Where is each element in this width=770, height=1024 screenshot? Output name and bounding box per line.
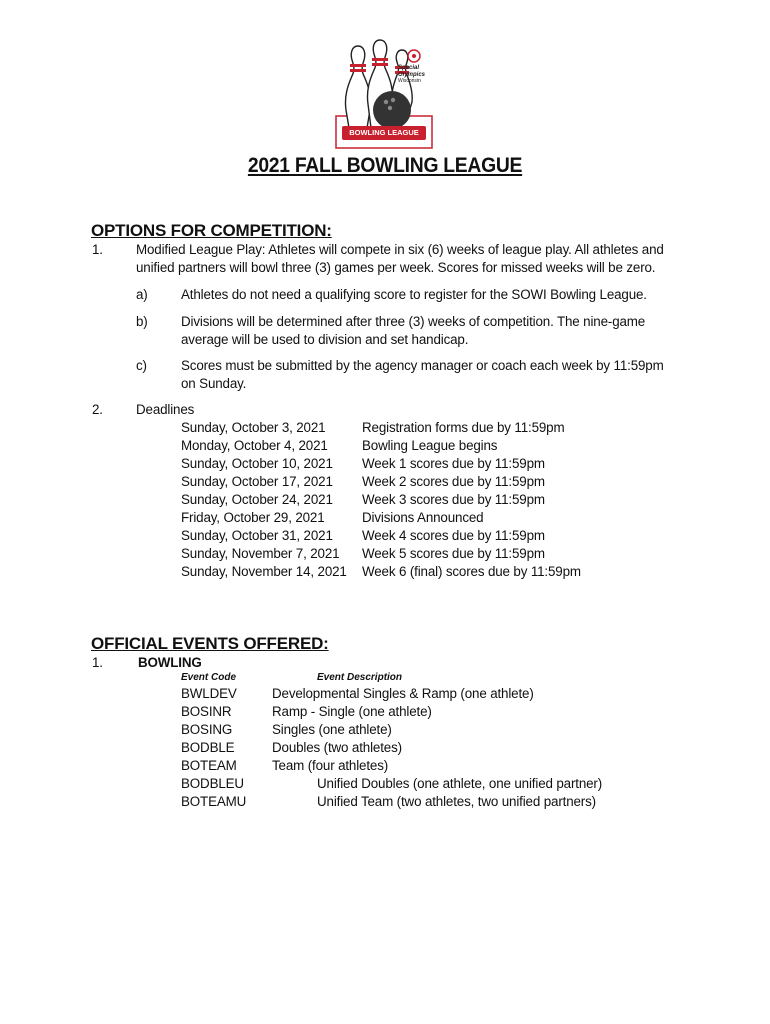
event-code: BOSINR bbox=[181, 704, 232, 719]
deadline-date: Sunday, October 10, 2021 bbox=[181, 456, 333, 471]
deadline-date: Sunday, October 17, 2021 bbox=[181, 474, 333, 489]
bowling-label: BOWLING bbox=[138, 655, 202, 670]
event-code: BOTEAMU bbox=[181, 794, 247, 809]
deadline-desc: Week 4 scores due by 11:59pm bbox=[362, 528, 545, 543]
sub-text: Athletes do not need a qualifying score to register for the SOWI Bowling League. bbox=[181, 287, 647, 302]
deadline-date: Sunday, October 3, 2021 bbox=[181, 420, 326, 435]
deadline-desc: Registration forms due by 11:59pm bbox=[362, 420, 565, 435]
event-code: BOSING bbox=[181, 722, 233, 737]
event-code: BODBLEU bbox=[181, 776, 244, 791]
options-heading: OPTIONS FOR COMPETITION: bbox=[91, 221, 332, 240]
item-text-modified-league: Modified League Play: Athletes will compete in six (6) weeks of league play. All athletes and unified partners will bowl three (3) games per week. Scores for missed weeks will be zero. bbox=[136, 242, 664, 275]
event-desc: Ramp - Single (one athlete) bbox=[272, 704, 432, 719]
event-desc: Doubles (two athletes) bbox=[272, 740, 402, 755]
deadline-desc: Week 3 scores due by 11:59pm bbox=[362, 492, 545, 507]
bowling-league-logo bbox=[322, 38, 446, 156]
deadline-desc: Bowling League begins bbox=[362, 438, 498, 453]
event-description-header: Event Description bbox=[317, 672, 403, 683]
sub-label: a) bbox=[136, 287, 148, 302]
deadline-date: Friday, October 29, 2021 bbox=[181, 510, 325, 525]
event-desc: Team (four athletes) bbox=[272, 758, 389, 773]
item-number: 1. bbox=[92, 242, 103, 257]
deadline-date: Sunday, November 14, 2021 bbox=[181, 564, 347, 579]
event-code: BWLDEV bbox=[181, 686, 237, 701]
page-title: 2021 FALL BOWLING LEAGUE bbox=[247, 154, 523, 177]
sub-label: b) bbox=[136, 314, 148, 329]
event-code: BOTEAM bbox=[181, 758, 237, 773]
sub-text: Scores must be submitted by the agency manager or coach each week by 11:59pm on Sunday. bbox=[181, 358, 664, 391]
deadline-desc: Divisions Announced bbox=[362, 510, 484, 525]
event-desc: Singles (one athlete) bbox=[272, 722, 392, 737]
sub-label: c) bbox=[136, 358, 147, 373]
deadline-desc: Week 6 (final) scores due by 11:59pm bbox=[362, 564, 581, 579]
item-number: 1. bbox=[92, 655, 103, 670]
event-desc: Developmental Singles & Ramp (one athlete) bbox=[272, 686, 534, 701]
event-desc: Unified Team (two athletes, two unified partners) bbox=[317, 794, 596, 809]
event-code: BODBLE bbox=[181, 740, 235, 755]
event-code-header: Event Code bbox=[181, 672, 237, 683]
events-heading: OFFICIAL EVENTS OFFERED: bbox=[91, 634, 329, 653]
deadline-date: Sunday, October 24, 2021 bbox=[181, 492, 333, 507]
badge-text: Special Olympics Wisconsin bbox=[398, 65, 426, 84]
deadline-date: Sunday, October 31, 2021 bbox=[181, 528, 333, 543]
sub-text: Divisions will be determined after three (3) weeks of competition. The nine-game average will be used to division and set handicap. bbox=[181, 314, 646, 347]
item-number: 2. bbox=[92, 402, 103, 417]
deadline-desc: Week 5 scores due by 11:59pm bbox=[362, 546, 545, 561]
bowling-ball bbox=[373, 91, 411, 129]
deadline-date: Monday, October 4, 2021 bbox=[181, 438, 328, 453]
event-desc: Unified Doubles (one athlete, one unified partner) bbox=[317, 776, 603, 791]
banner-text: BOWLING LEAGUE bbox=[349, 128, 419, 137]
deadline-date: Sunday, November 7, 2021 bbox=[181, 546, 340, 561]
deadline-desc: Week 2 scores due by 11:59pm bbox=[362, 474, 545, 489]
deadlines-label: Deadlines bbox=[136, 402, 195, 417]
deadline-desc: Week 1 scores due by 11:59pm bbox=[362, 456, 545, 471]
